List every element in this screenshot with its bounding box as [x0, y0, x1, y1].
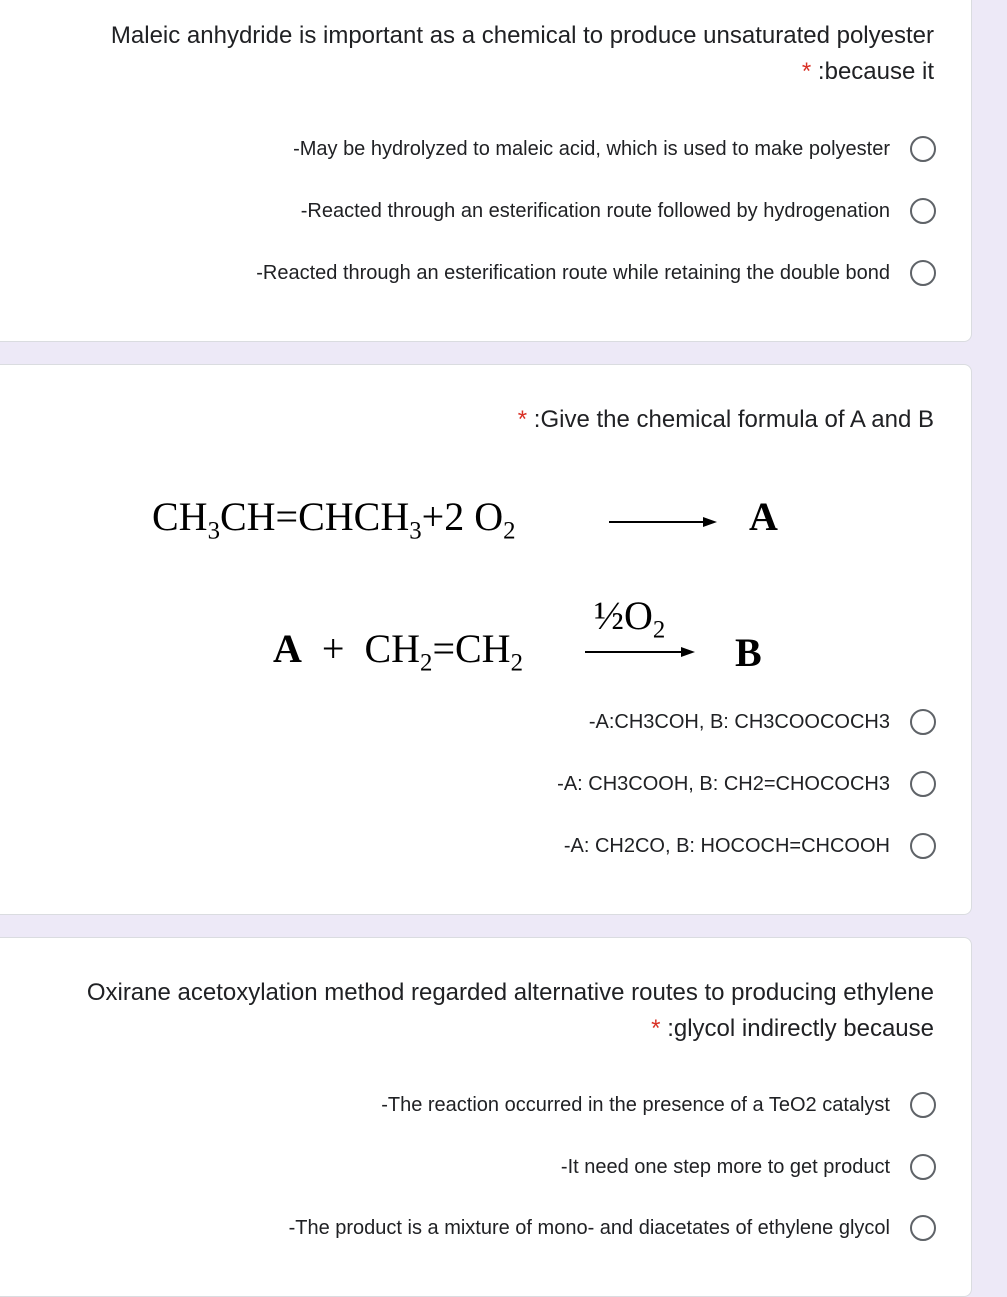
question-title-line-2: * :because it: [801, 58, 934, 85]
option-label: -A: CH3COOH, B: CH2=CHOCOCH3: [557, 772, 890, 795]
question-title-line-1: * :Give the chemical formula of A and B: [517, 406, 934, 433]
option-label: -A: CH2CO, B: HOCOCH=CHCOOH: [563, 834, 890, 857]
radio-button[interactable]: [910, 1215, 936, 1241]
question-card-2: [0, 364, 972, 915]
option-3[interactable]: [256, 253, 936, 293]
option-label: -The product is a mixture of mono- and diacetates of ethylene glycol: [288, 1216, 890, 1239]
option-label: -It need one step more to get product: [560, 1155, 890, 1178]
equation-1-product: A: [749, 494, 778, 539]
radio-button[interactable]: [910, 709, 936, 735]
required-mark: *: [801, 58, 812, 85]
radio-button[interactable]: [910, 198, 936, 224]
radio-button[interactable]: [910, 1154, 936, 1180]
required-mark: *: [651, 1015, 661, 1042]
arrow-condition: $\frac{1}{2}O_2$: [594, 593, 666, 644]
option-2[interactable]: [301, 191, 936, 231]
radio-button[interactable]: [910, 136, 936, 162]
reaction-arrow-icon: [585, 645, 695, 659]
equation-1-reactants: $CH_3CH=CHCH_3+2$ $O_2$: [152, 494, 516, 545]
question-title-line-1: Oxirane acetoxylation method regarded alternative routes to producing ethylene: [86, 979, 934, 1006]
option-label: -May be hydrolyzed to maleic acid, which is used to make polyester: [293, 137, 890, 160]
radio-button[interactable]: [910, 1092, 936, 1118]
question-card-1: [0, 0, 972, 342]
option-1[interactable]: [589, 702, 936, 742]
option-2[interactable]: [561, 1147, 936, 1187]
option-label: -The reaction occurred in the presence of a TeO2 catalyst: [381, 1093, 890, 1116]
question-title-line-2: * :glycol indirectly because: [651, 1015, 934, 1042]
option-3[interactable]: [564, 826, 936, 866]
equation-2-product: B: [735, 630, 762, 675]
radio-button[interactable]: [910, 260, 936, 286]
question-title-line-1: Maleic anhydride is important as a chemical to produce unsaturated polyester: [110, 22, 934, 49]
radio-button[interactable]: [910, 771, 936, 797]
option-2[interactable]: [557, 764, 936, 804]
reaction-arrow-icon: [609, 515, 719, 529]
option-label: -Reacted through an esterification route followed by hydrogenation: [300, 199, 890, 222]
option-3[interactable]: [289, 1208, 936, 1248]
question-title: [87, 975, 934, 1047]
question-title: [111, 18, 934, 90]
required-mark: *: [517, 406, 528, 433]
option-label: -A:CH3COH, B: CH3COOCOCH3: [588, 710, 890, 733]
option-label: -Reacted through an esterification route while retaining the double bond: [256, 261, 890, 284]
option-1[interactable]: [293, 129, 936, 169]
option-1[interactable]: [381, 1085, 936, 1125]
equation-2-reactants: $A + CH_2=CH_2$: [273, 626, 523, 677]
question-title: [518, 402, 934, 438]
question-card-3: [0, 937, 972, 1297]
radio-button[interactable]: [910, 833, 936, 859]
